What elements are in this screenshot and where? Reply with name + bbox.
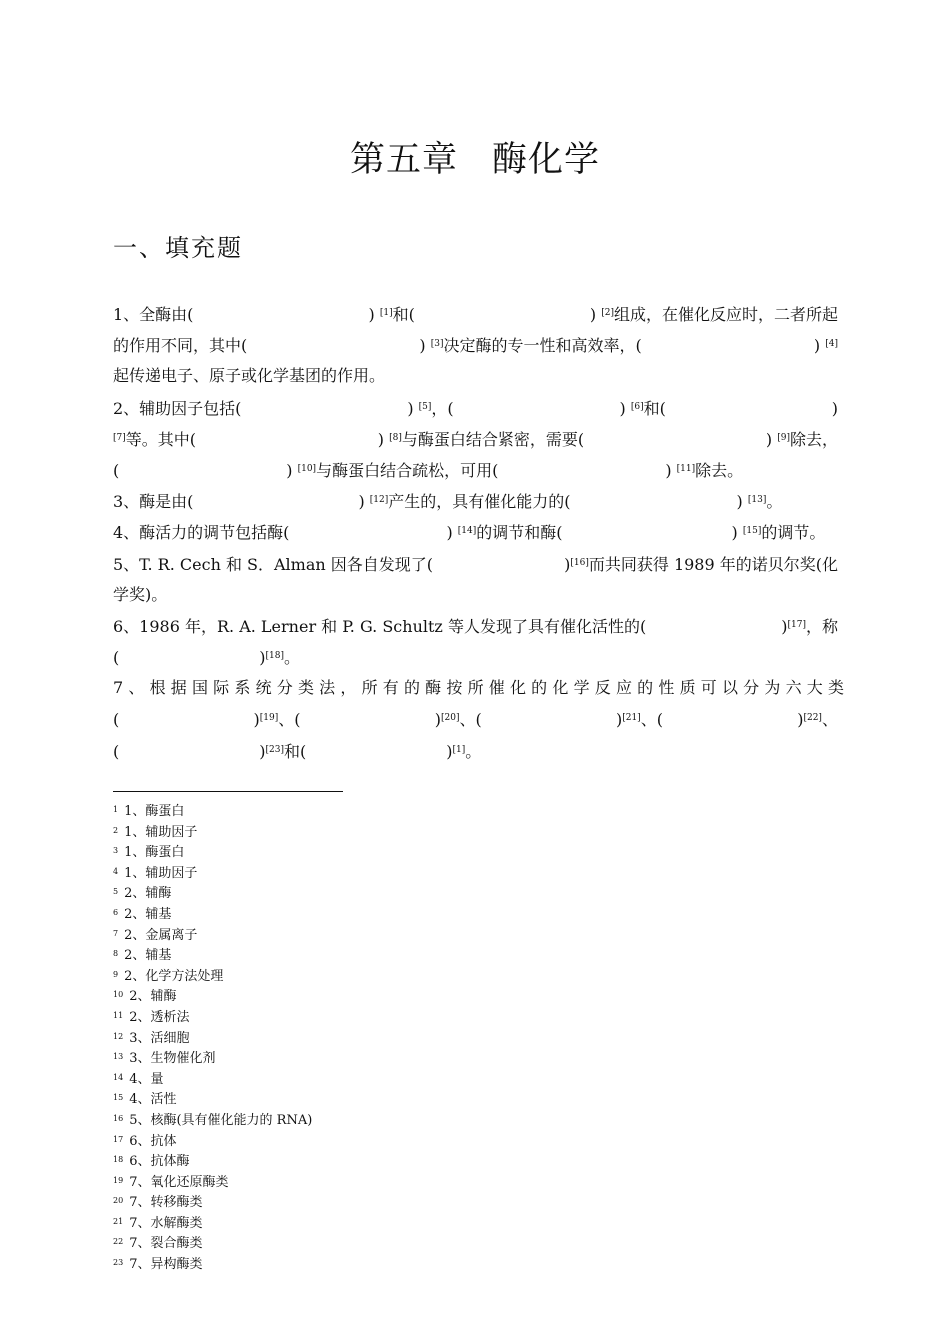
footnote-number: 17 [113,1134,124,1144]
footnote-number: 20 [113,1196,124,1206]
footnote-item [113,966,312,987]
q4-line: 4、酶活力的调节包括酶( ) [14]的调节和酶( ) [15]的调节。 [113,523,826,543]
q2-line-2: [7]等。其中( ) [8]与酶蛋白结合紧密，需要( ) [9]除去， [113,429,838,449]
footnote-text: 1、辅助因子 [124,865,198,881]
footnote-ref[interactable]: [22] [803,713,822,724]
q5-line-2: 学奖)。 [113,584,168,604]
footnote-number: 3 [113,846,119,856]
footnote-separator [113,791,343,792]
footnote-item [113,801,312,822]
footnote-ref[interactable]: [18] [265,651,284,662]
footnote-number: 22 [113,1237,124,1247]
q1-line-2: 的作用不同，其中( ) [3]决定酶的专一性和高效率，( ) [4] [113,336,838,356]
footnote-item [113,904,312,925]
footnote-text: 7、氧化还原酶类 [129,1174,229,1190]
footnote-item [113,842,312,863]
q7-line-1: 7、根据国际系统分类法，所有的酶按所催化的化学反应的性质可以分为六大类 [113,678,850,698]
footnote-number: 5 [113,887,119,897]
footnote-number: 19 [113,1175,124,1185]
footnote-text: 2、辅基 [124,948,172,964]
chapter-name: 酶化学 [492,140,601,180]
footnote-text: 2、辅酶 [124,886,172,902]
footnote-item [113,1048,312,1069]
q6-line-2: ( )[18]。 [113,648,300,668]
footnote-item [113,1007,312,1028]
q1-line-3: 起传递电子、原子或化学基团的作用。 [113,366,386,386]
footnote-ref[interactable]: [9] [777,432,790,443]
footnote-text: 6、抗体酶 [129,1154,190,1170]
footnote-text: 1、辅助因子 [124,824,198,840]
footnote-number: 23 [113,1258,124,1268]
chapter-title [0,132,950,182]
footnote-item [113,1192,312,1213]
footnote-text: 2、化学方法处理 [124,968,224,984]
footnote-ref[interactable]: [3] [430,339,444,350]
footnote-number: 7 [113,928,119,938]
footnote-ref[interactable]: [8] [389,432,402,443]
footnote-ref[interactable]: [14] [457,526,477,537]
footnote-item [113,1089,312,1110]
footnote-number: 4 [113,866,119,876]
footnote-text: 7、异构酶类 [129,1257,203,1273]
footnote-text: 6、抗体 [129,1133,177,1149]
footnote-ref[interactable]: [17] [787,619,806,630]
footnote-number: 9 [113,969,119,979]
footnote-ref[interactable]: [4] [825,339,838,350]
footnote-text: 3、生物催化剂 [129,1051,216,1067]
footnote-ref[interactable]: [10] [297,463,317,474]
footnote-number: 1 [113,805,119,814]
footnote-number: 15 [113,1093,124,1103]
footnote-number: 8 [113,949,119,959]
footnote-item [113,1151,312,1172]
questions-body [113,298,850,766]
footnote-ref[interactable]: [1] [452,744,466,755]
footnote-item [113,1131,312,1152]
footnote-number: 13 [113,1052,124,1062]
footnote-item [113,863,312,884]
footnote-text: 7、水解酶类 [129,1215,203,1231]
footnote-number: 11 [113,1010,124,1020]
footnote-number: 12 [113,1031,124,1041]
footnote-number: 14 [113,1072,124,1082]
footnote-item [113,945,312,966]
footnote-text: 2、金属离子 [124,927,198,943]
footnote-ref[interactable]: [7] [113,432,126,443]
section-heading: 一、填充题 [113,234,243,262]
footnote-text: 2、辅基 [124,906,172,922]
footnote-ref[interactable]: [19] [259,713,279,724]
footnote-item [113,883,312,904]
q5-line-1: 5、T. R. Cech 和 S．Alman 因各自发现了( )[16]而共同获得 1989 年的诺贝尔奖(化 [113,554,838,574]
q2-line-3: ( ) [10]与酶蛋白结合疏松，可用( ) [11]除去。 [113,460,744,480]
footnote-ref[interactable]: [15] [742,526,762,537]
footnote-item [113,1254,312,1275]
footnote-ref[interactable]: [16] [570,557,589,568]
footnote-text: 4、活性 [129,1092,177,1108]
footnote-text: 2、透析法 [129,1009,190,1025]
footnote-ref[interactable]: [1] [379,308,393,318]
footnote-ref[interactable]: [13] [747,495,767,506]
footnote-number: 6 [113,907,119,917]
footnote-text: 5、核酶(具有催化能力的 RNA) [129,1112,313,1128]
footnote-text: 2、辅酶 [129,989,177,1005]
footnote-ref[interactable]: [20] [440,713,460,724]
footnote-number: 10 [113,990,124,1000]
footnote-number: 16 [113,1113,124,1123]
footnote-text: 7、裂合酶类 [129,1236,203,1252]
footnote-number: 2 [113,825,119,835]
footnote-ref[interactable]: [21] [622,713,641,724]
footnote-text: 7、转移酶类 [129,1195,203,1211]
chapter-number: 第五章 [349,140,458,180]
footnote-text: 1、酶蛋白 [124,845,185,861]
footnote-text: 1、酶蛋白 [124,804,185,819]
footnote-item [113,1172,312,1193]
q1-line-1: 1、全酶由( ) [1]和( ) [2]组成，在催化反应时，二者所起 [113,305,838,324]
footnote-item [113,925,312,946]
q7-line-2: ( )[19]、( )[20]、( )[21]、( )[22]、 [113,710,838,730]
footnote-ref[interactable]: [2] [601,308,614,318]
q7-line-3: ( )[23]和( )[1]。 [113,741,482,761]
footnote-ref[interactable]: [5] [418,401,432,412]
footnote-ref[interactable]: [11] [676,463,696,474]
footnote-ref[interactable]: [6] [630,401,644,412]
footnote-number: 18 [113,1155,124,1165]
footnote-item [113,986,312,1007]
footnote-text: 4、量 [129,1071,164,1087]
footnote-ref[interactable]: [23] [265,744,284,755]
footnote-item [113,1069,312,1090]
footnote-ref[interactable]: [12] [369,495,389,506]
q3-line: 3、酶是由( ) [12]产生的，具有催化能力的( ) [13]。 [113,492,783,512]
q6-line-1: 6、1986 年，R. A. Lerner 和 P. G. Schultz 等人发现了具有催化活性的( )[17]，称 [113,616,838,636]
footnote-item [113,1213,312,1234]
footnote-item [113,1233,312,1254]
footnotes [113,801,312,1275]
footnote-text: 3、活细胞 [129,1030,190,1046]
footnote-item [113,1110,312,1131]
footnote-item [113,1028,312,1049]
footnote-number: 21 [113,1216,124,1226]
q2-line-1: 2、辅助因子包括( ) [5]，( ) [6]和( ) [113,398,838,418]
footnote-item [113,822,312,843]
